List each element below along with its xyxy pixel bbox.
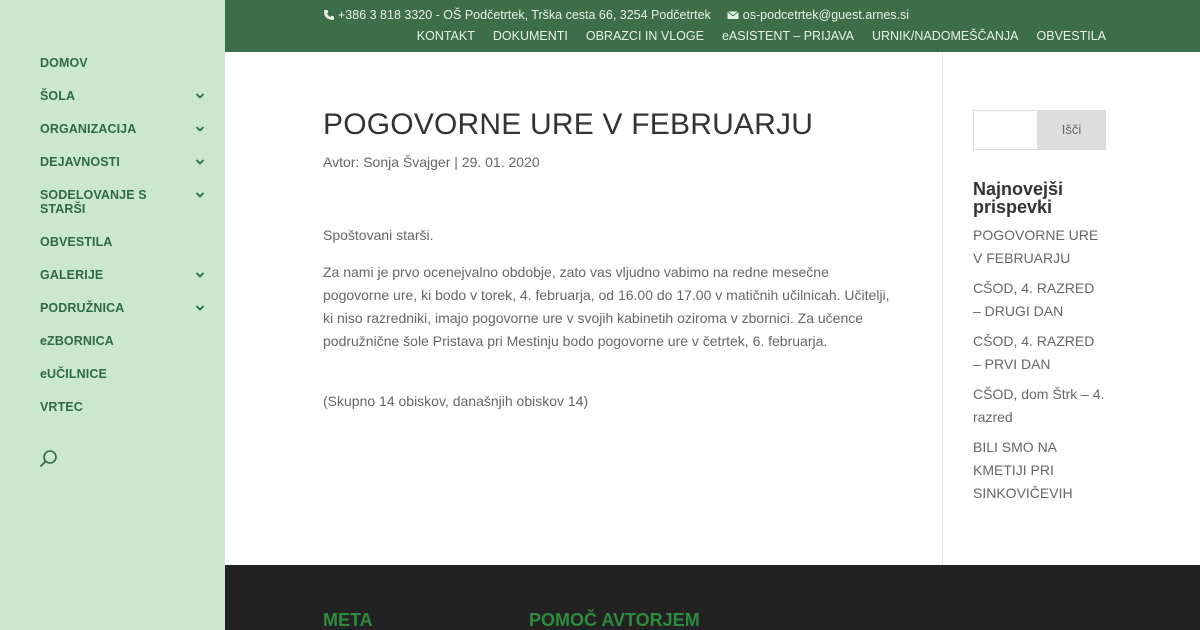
sidebar-item-vrtec[interactable] bbox=[0, 400, 225, 433]
email-link[interactable] bbox=[727, 8, 909, 22]
sidebar-item-organizacija[interactable] bbox=[0, 122, 225, 155]
footer bbox=[225, 565, 1200, 630]
post-paragraph: Za nami je prvo ocenejvalno obdobje, zato vas vljudno vabimo na redne mesečne pogovorne ure, ki bodo v torek, 4. februarja, od 16.00 do 17.00 v matičnih učilnicah. Učitelji, ki niso razredniki, imajo pogovorne ure v svojih kabinetih oziroma v zbornici. Za učence podružnične šole Pristava pri Mestinju bodo pogovorne ure v četrtek, 6. februarja. bbox=[323, 264, 890, 349]
sidebar-item-label[interactable]: OBVESTILA bbox=[40, 235, 113, 249]
top-nav-kontakt[interactable]: KONTAKT bbox=[416, 29, 475, 43]
sidebar-divider bbox=[942, 52, 943, 565]
phone-icon bbox=[323, 9, 335, 21]
chevron-down-icon[interactable] bbox=[195, 157, 205, 167]
sidebar-item-label[interactable]: SODELOVANJE S STARŠI bbox=[40, 188, 147, 216]
chevron-down-icon[interactable] bbox=[195, 270, 205, 280]
sidebar-item-sola[interactable] bbox=[0, 89, 225, 122]
sidebar-item-label[interactable]: VRTEC bbox=[40, 400, 83, 414]
sidebar-item-dejavnosti[interactable] bbox=[0, 155, 225, 188]
recent-posts-title: Najnovejši prispevki bbox=[973, 179, 1064, 217]
sidebar-item-eucilnice[interactable] bbox=[0, 367, 225, 400]
chevron-down-icon[interactable] bbox=[195, 124, 205, 134]
sidebar-item-label[interactable]: PODRUŽNICA bbox=[40, 301, 125, 315]
post-greeting: Spoštovani starši. bbox=[323, 227, 434, 243]
sidebar-item-sodelovanje-s-starsi[interactable] bbox=[0, 188, 225, 235]
email-text[interactable]: os-podcetrtek@guest.arnes.si bbox=[742, 8, 910, 22]
sidebar-item-label[interactable]: GALERIJE bbox=[40, 268, 104, 282]
chevron-down-icon[interactable] bbox=[195, 91, 205, 101]
chevron-down-icon[interactable] bbox=[195, 190, 205, 200]
recent-post-link[interactable]: CŠOD, 4. RAZRED – PRVI DAN bbox=[973, 333, 1095, 372]
right-sidebar bbox=[973, 110, 1106, 512]
sidebar-item-label[interactable]: eZBORNICA bbox=[40, 334, 114, 348]
chevron-down-icon[interactable] bbox=[195, 303, 205, 313]
sidebar-item-ezbornica[interactable] bbox=[0, 334, 225, 367]
top-nav-obvestila[interactable]: OBVESTILA bbox=[1036, 29, 1106, 43]
footer-heading-pomoc-avtorjem: POMOČ AVTORJEM bbox=[529, 610, 700, 630]
search-input[interactable] bbox=[973, 110, 1037, 150]
top-nav-urnik-nadomescanja[interactable]: URNIK/NADOMEŠČANJA bbox=[871, 29, 1019, 43]
post-body bbox=[323, 224, 898, 413]
sidebar-item-label[interactable]: DOMOV bbox=[40, 56, 88, 70]
left-sidebar bbox=[0, 0, 225, 630]
recent-post-link[interactable]: CŠOD, 4. RAZRED – DRUGI DAN bbox=[973, 280, 1095, 319]
sidebar-item-label[interactable]: ŠOLA bbox=[40, 89, 76, 103]
contact-text: +386 3 818 3320 - OŠ Podčetrtek, Trška cesta 66, 3254 Podčetrtek bbox=[338, 8, 711, 22]
recent-post-link[interactable]: POGOVORNE URE V FEBRUARJU bbox=[973, 227, 1099, 266]
sidebar-item-obvestila[interactable] bbox=[0, 235, 225, 268]
search-icon[interactable] bbox=[38, 449, 60, 471]
visit-counter: (Skupno 14 obiskov, današnjih obiskov 14) bbox=[323, 393, 589, 409]
footer-heading-meta: META bbox=[323, 610, 373, 630]
sidebar-item-domov[interactable] bbox=[0, 56, 225, 89]
contact-info bbox=[323, 8, 909, 22]
top-header bbox=[225, 0, 1200, 52]
sidebar-item-label[interactable]: ORGANIZACIJA bbox=[40, 122, 137, 136]
recent-posts-list bbox=[973, 224, 1106, 505]
sidebar-item-label[interactable]: DEJAVNOSTI bbox=[40, 155, 120, 169]
main-nav bbox=[0, 56, 225, 433]
top-nav bbox=[417, 29, 1106, 43]
search-form bbox=[973, 110, 1106, 150]
sidebar-item-podruznica[interactable] bbox=[0, 301, 225, 334]
mail-icon bbox=[727, 9, 739, 21]
recent-post-link[interactable]: BILI SMO NA KMETIJI PRI SINKOVIČEVIH bbox=[973, 439, 1073, 501]
sidebar-item-label[interactable]: eUČILNICE bbox=[40, 367, 107, 381]
top-nav-obrazci-in-vloge[interactable]: OBRAZCI IN VLOGE bbox=[585, 29, 704, 43]
top-nav-easistent-prijava[interactable]: eASISTENT – PRIJAVA bbox=[721, 29, 854, 43]
post-title: POGOVORNE URE V FEBRUARJU bbox=[323, 108, 814, 141]
post-meta: Avtor: Sonja Švajger | 29. 01. 2020 bbox=[323, 154, 540, 170]
post-content bbox=[323, 100, 898, 413]
search-button[interactable]: Išči bbox=[1037, 110, 1106, 150]
sidebar-item-galerije[interactable] bbox=[0, 268, 225, 301]
recent-post-link[interactable]: CŠOD, dom Štrk – 4. razred bbox=[973, 386, 1105, 425]
top-nav-dokumenti[interactable]: DOKUMENTI bbox=[492, 29, 568, 43]
